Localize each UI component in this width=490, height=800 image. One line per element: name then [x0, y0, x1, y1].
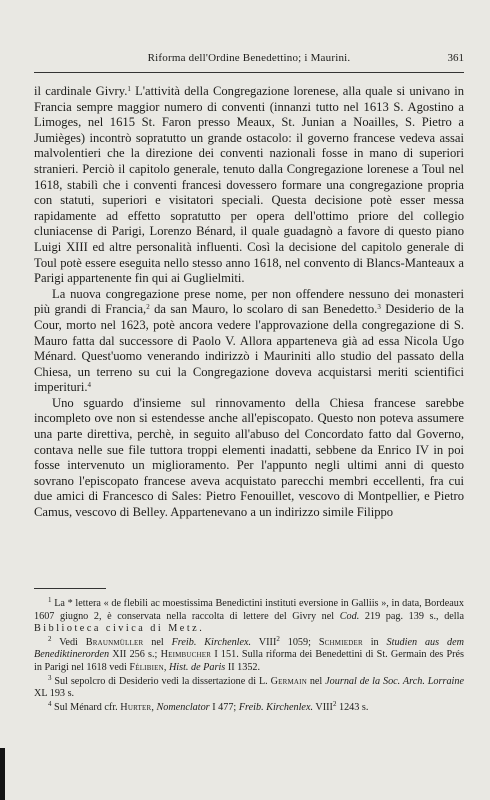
paragraph-1: il cardinale Givry.$^1$ L'attività della Congregazione lorenese, alla quale si univano in Francia sempre maggior numero di conventi (innanzi tutto nel 1613 S. Agostino a Limoges, nel 1615 St. Faron presso Meaux, St. Junian a Noailles, S. Pietro a Jumièges) incontrò sopratutto un grande ostacolo: il governo francese vedeva assai malvolentieri che la direzione dei conventi nazionali fosse in mano di superiori stranieri. Perciò il capitolo generale, tenuto dalla Congregazione lorenese a Toul nel 1618, stabilì che i conventi francesi dovessero formare una congregazione propria con statuti, superiori e visitatori speciali. Questa decisione potè esser messa rapidamente ad effetto sopratutto per opera dell'ottimo priore del collegio cluniacense di Parigi, Lorenzo Bénard, il quale guadagnò a favore di questo piano Luigi XIII ed altre personalità influenti. Così la decisione del capitolo generale di Toul potè essere eseguita nello stesso anno 1618, nel convento di Blancs-Manteaux a Parigi appartenente fin qui ai Guglielmiti. — [34, 84, 464, 286]
page-number: 361 — [447, 52, 464, 64]
paragraph-3: Uno sguardo d'insieme sul rinnovamento della Chiesa francese sarebbe incompleto ove non si estendesse anche all'episcopato. Questo non poteva assumere una parte direttiva, perchè, in seguito all'abuso del Concordato fatto dal Governo, contava nelle sue file tuttora troppi elementi inadatti, sebbene da Enrico IV in poi fosse intervenuto un miglioramento. Per l'appunto negli ultimi anni di questo sovrano l'episcopato francese aveva acquistato parecchi membri eccellenti, fra cui due amici di Francesco di Sales: Pietro Fenouillet, vescovo di Montpellier, e Pietro Camus, vescovo di Belley. Appartenevano a un indirizzo simile Filippo — [34, 395, 464, 520]
paragraph-2: La nuova congregazione prese nome, per non offendere nessuno dei monasteri più grandi di Francia,$^2$ da san Mauro, lo scolaro di san Benedetto.$^3$ Desiderio de la Cour, morto nel 1623, potè ancora vedere l'approvazione della congregazione di S. Mauro fatta dal successore di Paolo V. Allora apparteneva già ad essa Nicola Ugo Ménard. Quest'uomo venerando indirizzò i Mauriniti allo studio del passato della Chiesa, un terreno su cui la Congregazione doveva acquistarsi meriti scientifici imperituri.$^4$ — [34, 286, 464, 395]
running-title: Riforma dell'Ordine Benedettino; i Maurini. — [147, 52, 351, 64]
footnote-1: $^1$ La * lettera « de flebili ac moestissima Benedictini instituti eversione in Galliis », in data, Bordeaux 1607 giugno 2, è conservata nella raccolta di lettere del Givry nel Cod. 219 pag. 139 s., della Biblioteca civica di Metz. — [34, 596, 464, 635]
footnote-4: $^4$ Sul Ménard cfr. Hurter, Nomenclator I 477; Freib. Kirchenlex. VIII$^2$ 1243 s. — [48, 699, 369, 713]
footnote-ref-4: 4 — [87, 381, 92, 390]
footnote-rule — [34, 588, 106, 589]
footnote-3: $^3$ Sul sepolcro di Desiderio vedi la dissertazione di L. Germain nel Journal de la Soc. Arch. Lorraine XL 193 s. — [34, 673, 464, 700]
footnote-ref-2: 2 — [146, 303, 150, 312]
footnotes — [34, 598, 464, 715]
footnote-ref-1: 1 — [127, 85, 131, 93]
header-rule — [34, 72, 464, 73]
scan-edge-mark — [0, 748, 5, 800]
footnote-2: $^2$ Vedi Braunmüller nel Freib. Kirchenlex. VIII$^2$ 1059; Schmieder in Studien aus dem Benediktinerorden XII 256 s.; Heimbucher I 151. Sulla riforma dei Benedettini di St. Germain des Prés in Parigi nel 1618 vedi Félibien, Hist. de Paris II 1352. — [34, 634, 465, 673]
footnote-ref-3: 3 — [377, 303, 381, 312]
main-text — [34, 84, 464, 521]
running-header — [34, 52, 464, 72]
